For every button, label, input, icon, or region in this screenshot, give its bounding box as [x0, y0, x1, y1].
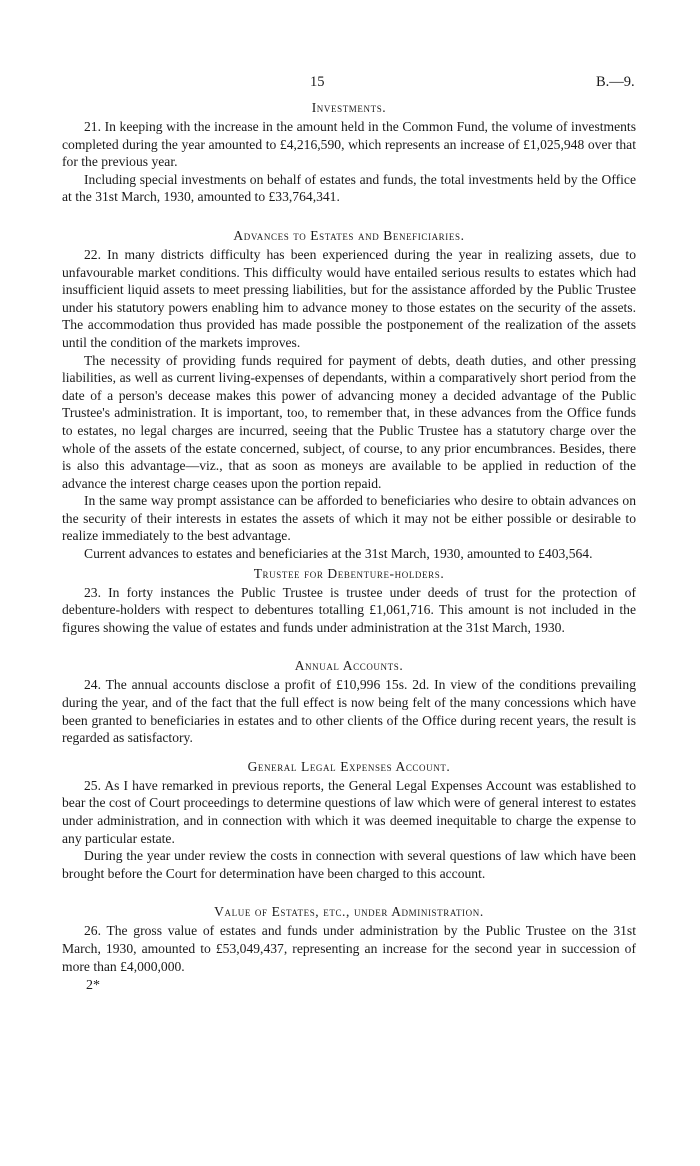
section-heading: Value of Estates, etc., under Administration.: [214, 904, 484, 920]
section-annual-accounts: [62, 655, 636, 746]
paragraph: In the same way prompt assistance can be afforded to beneficiaries who desire to obtain advances on the security of their interests in estates the assets of which it may not be either possible or desirable to realize immediately to the best advantage.: [62, 493, 636, 544]
page-header: [0, 74, 700, 94]
page-number: 15: [310, 74, 325, 90]
section-advances: [62, 225, 636, 563]
paragraph: During the year under review the costs in connection with several questions of law which have been brought before the Court for determination have been charged to this account.: [62, 848, 636, 881]
document-body: [62, 97, 636, 995]
section-investments: [62, 97, 636, 206]
section-debenture-trustee: [62, 563, 636, 637]
signature-mark: 2*: [86, 978, 100, 994]
section-estate-value: [62, 901, 636, 975]
paragraph: Current advances to estates and beneficiaries at the 31st March, 1930, amounted to £403,564.: [84, 546, 593, 562]
paragraph: 24. The annual accounts disclose a profit of £10,996 15s. 2d. In view of the conditions prevailing during the year, and of the fact that the full effect is now being felt of the many concessions which have been granted to beneficiaries in estates and to other clients of the Office during recent years, the result is regarded as satisfactory.: [62, 677, 636, 746]
document-reference: B.—9.: [596, 74, 635, 90]
section-heading: Annual Accounts.: [294, 658, 404, 674]
section-legal-expenses: [62, 756, 636, 883]
paragraph: 23. In forty instances the Public Trustee is trustee under deeds of trust for the protection of debenture-holders with respect to debentures totalling £1,061,716. This amount is not included in the figures showing the value of estates and funds under administration at the 31st March, 1930.: [62, 584, 636, 635]
section-heading: General Legal Expenses Account.: [247, 758, 451, 774]
section-heading: Advances to Estates and Beneficiaries.: [233, 227, 465, 243]
paragraph: The necessity of providing funds required for payment of debts, death duties, and other pressing liabilities, as well as current living-expenses of dependants, within a comparatively short period from the date of a person's decease makes this power of advancing money a decided advantage of the Public Trustee's administration. It is important, too, to remember that, in these advances from the Office funds to estates, no legal charges are incurred, seeing that the Public Trustee has a statutory charge over the whole of the assets of the estate concerned, subject, of course, to any prior encumbrances. Besides, there is also this advantage—viz., that as soon as moneys are available to be applied in reduction of the advance the interest charge ceases upon the portion repaid.: [62, 352, 636, 491]
paragraph: 25. As I have remarked in previous reports, the General Legal Expenses Account was established to bear the cost of Court proceedings to determine questions of law which were of general interest to estates under administration, and in connection with which it was deemed inequitable to charge the expense to any particular estate.: [62, 777, 636, 846]
paragraph: 26. The gross value of estates and funds under administration by the Public Trustee on the 31st March, 1930, amounted to £53,049,437, representing an increase for the second year in succession of more than £4,000,000.: [62, 923, 636, 974]
paragraph: 22. In many districts difficulty has been experienced during the year in realizing assets, due to unfavourable market conditions. This difficulty would have entailed serious results to estates which had insufficient liquid assets to meet pressing liabilities, but for the assistance afforded by the Public Trustee under his statutory powers enabling him to advance money to those estates on the security of the assets. The accommodation thus provided has made possible the postponement of the realization of the assets until the condition of the markets improves.: [62, 246, 636, 350]
paragraph: Including special investments on behalf of estates and funds, the total investments held by the Office at the 31st March, 1930, amounted to £33,764,341.: [62, 171, 636, 205]
paragraph: 21. In keeping with the increase in the amount held in the Common Fund, the volume of investments completed during the year amounted to £4,216,590, which represents an increase of £1,025,948 over that for the previous year.: [62, 119, 636, 170]
section-heading: Investments.: [311, 100, 387, 115]
section-heading: Trustee for Debenture-holders.: [253, 565, 445, 581]
